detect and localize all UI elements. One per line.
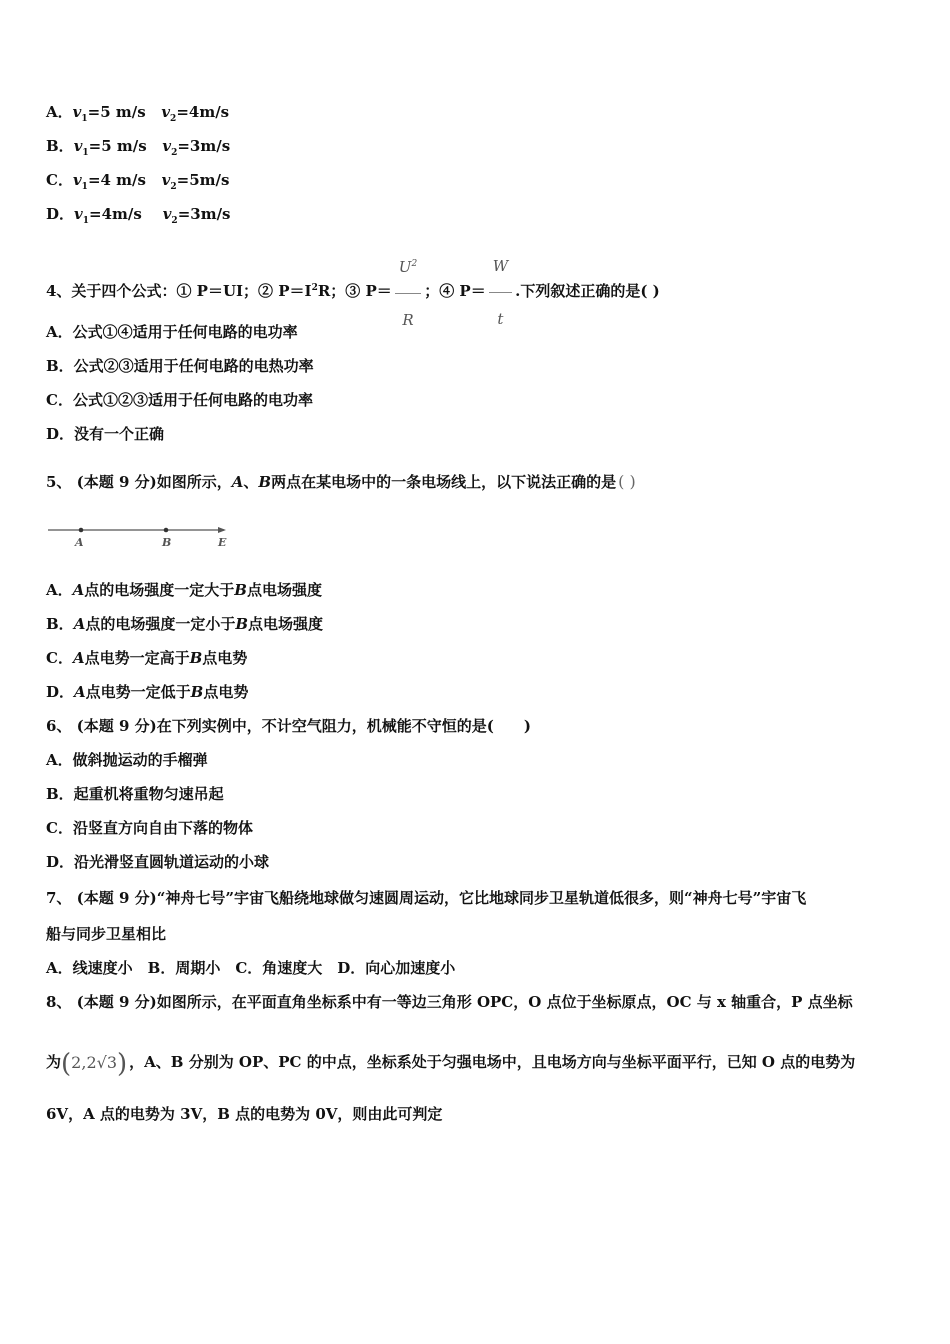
q3-option-c: C．$v_1=4$ m/s $v_2=5m/s$: [46, 171, 230, 192]
q8-stem-line3: 6V，A 点的电势为 3V，B 点的电势为 0V，则由此可判定: [46, 1105, 443, 1123]
q4-option-b: B．公式②③适用于任何电路的电热功率: [46, 357, 314, 375]
q6-option-a: A．做斜抛运动的手榴弹: [46, 751, 208, 769]
q7-options: A．线速度小 B．周期小 C．角速度大 D．向心加速度小: [46, 959, 456, 977]
q3-option-d: D．$v_1=4m/s$ $v_2=3m/s$: [46, 205, 231, 226]
formula-u2-over-r: $\frac{U^2}{R}$: [395, 240, 421, 344]
q7-stem-line2: 船与同步卫星相比: [46, 925, 167, 943]
q3-option-a: A．$v_1=5$ m/s $v_2=4m/s$: [46, 103, 230, 124]
q4-option-d: D．没有一个正确: [46, 425, 165, 443]
label-e: E: [218, 536, 227, 549]
field-arrow: [218, 527, 226, 533]
q7-stem-line1: 7、 (本题 9 分)“神舟七号”宇宙飞船绕地球做匀速圆周运动，它比地球同步卫星轨道低很多，则“神舟七号”宇宙飞: [46, 889, 807, 907]
q8-stem-line1: 8、 (本题 9 分)如图所示，在平面直角坐标系中有一等边三角形 OPC，O 点位于坐标原点，OC 与 x 轴重合，P 点坐标: [46, 993, 853, 1011]
q5-option-c: C．A点电势一定高于B点电势: [46, 649, 248, 667]
q3-option-b: B．$v_1=5$ m/s $v_2=3m/s$: [46, 137, 231, 158]
q4-option-c: C．公式①②③适用于任何电路的电功率: [46, 391, 313, 409]
label-a: A: [75, 536, 84, 549]
point-a-dot: [79, 528, 84, 533]
q4-stem: 4、关于四个公式：① P＝UI；② $P=I^2R$；③ P＝ $\frac{U^2}{R}$ ；④ P＝ $\frac{W}{t}$ .下列叙述正确的是( ): [46, 240, 660, 344]
q5-stem: 5、 (本题 9 分)如图所示，A、B两点在某电场中的一条电场线上，以下说法正确的是 ( ): [46, 472, 636, 491]
q8-stem-line2: 为(2,2√3) ，A、B 分别为 OP、PC 的中点，坐标系处于匀强电场中，且电场方向与坐标平面平行，已知 O 点的电势为: [46, 1040, 855, 1086]
point-p-coordinate: (2,2√3): [61, 1048, 128, 1079]
q6-option-d: D．沿光滑竖直圆轨道运动的小球: [46, 853, 270, 871]
q6-stem: 6、 (本题 9 分)在下列实例中，不计空气阻力，机械能不守恒的是( ): [46, 717, 531, 735]
label-b: B: [162, 536, 172, 549]
q4-option-a: A．公式①④适用于任何电路的电功率: [46, 323, 298, 341]
q5-option-d: D．A点电势一定低于B点电势: [46, 683, 249, 701]
point-b-dot: [164, 528, 169, 533]
q6-option-b: B．起重机将重物匀速吊起: [46, 785, 224, 803]
q6-option-c: C．沿竖直方向自由下落的物体: [46, 819, 253, 837]
q5-option-b: B．A点的电场强度一定小于B点电场强度: [46, 615, 324, 633]
formula-w-over-t: $\frac{W}{t}$: [489, 242, 512, 343]
q5-option-a: A．A点的电场强度一定大于B点电场强度: [46, 581, 322, 599]
electric-field-line-figure: [46, 522, 246, 550]
